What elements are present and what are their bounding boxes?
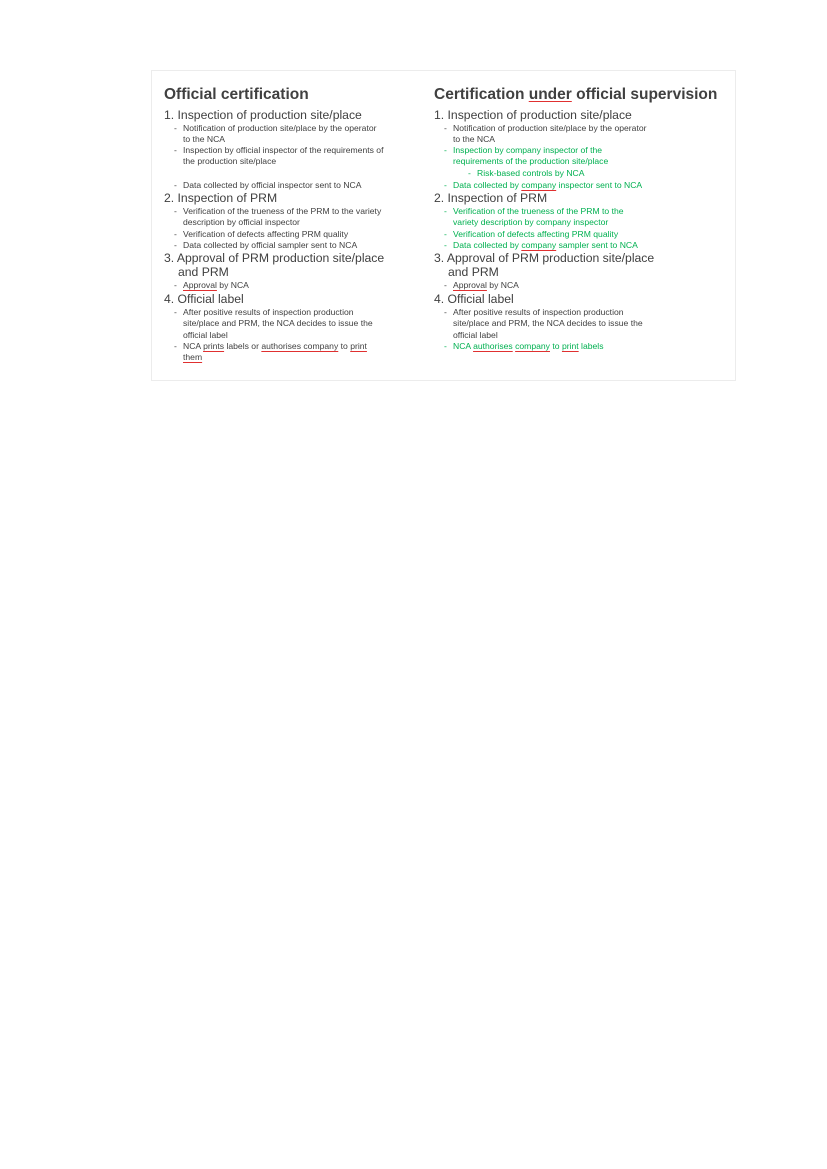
left-heading-3: 3. Approval of PRM production site/place and PRM: [164, 251, 385, 279]
left-heading-4: 4. Official label: [164, 292, 244, 306]
slide-image: Official certification 1. Inspection of production site/place - Notification of production site/place by the operator to the NCA - Inspection by official inspector of the requirements of the production site/place - Data collected by official inspector sent to NCA 2. Inspection of PRM - Verification of the trueness of the PRM to the variety description by official inspector - Verification of defects affecting PRM quality - Data collected by official sampler sent to NCA 3. Approval of PRM production site/place and PRM - Approval by NCA 4. Official label - After positive results of inspection production site/place and PRM, the NCA decides to issue the official label - NCA prints labels or authorises company to print them Certification under official supervision 1. Inspection of production site/place - Notification of production site/place by the operator to the NCA - Inspection by company inspector of the requirements of the production site/place - Risk-based controls by NCA - Data collected by company inspector sent to NCA 2. Inspection of PRM - Verification of the trueness of the PRM to the variety description by company inspector - Verification of defects affecting PRM quality - Data collected by company sampler sent to NCA 3. Approval of PRM production site/place and PRM - Approval by NCA 4. Official label - After positive results of inspection production site/place and PRM, the NCA decides to issue the official label - NCA authorises company to print labels: [151, 70, 736, 381]
right-heading-2: 2. Inspection of PRM: [434, 191, 548, 205]
left-column-title: Official certification: [164, 86, 309, 103]
right-heading-1: 1. Inspection of production site/place: [434, 108, 632, 122]
left-heading-2: 2. Inspection of PRM: [164, 191, 278, 205]
right-heading-4: 4. Official label: [434, 292, 514, 306]
right-heading-3: 3. Approval of PRM production site/place and PRM: [434, 251, 655, 279]
left-heading-1: 1. Inspection of production site/place: [164, 108, 362, 122]
right-column-title: Certification under official supervision: [434, 86, 718, 103]
